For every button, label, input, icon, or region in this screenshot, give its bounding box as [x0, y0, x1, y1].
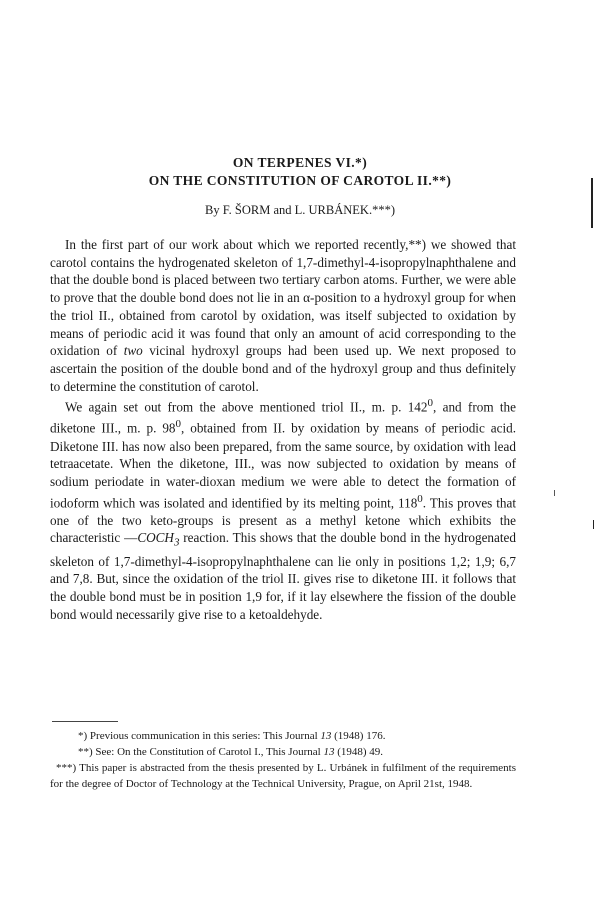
- para1-italic-two: two: [123, 343, 143, 359]
- body-paragraph-2: [50, 395, 516, 623]
- article-series-title: ON TERPENES VI.*): [232, 155, 368, 170]
- formula-subscript: 3: [173, 537, 180, 550]
- para2-text-5: reaction. This shows that the double bond in the hydrogenated skeleton of 1,7-dimethyl-4-isopropylnaphthalene can lie only in positions 1,2; 1,9; 6,7 and 7,8. But, since the oxidation of the triol II. gives rise to diketone III. it follows that the double bond must be in position 1,9 for, if it lay elsewhere the fission of the double bond would necessarily give rise to a ketoaldehyde.: [50, 530, 516, 622]
- footnote-1: [50, 728, 516, 744]
- degree-sup-3: 0: [417, 492, 423, 505]
- scan-edge-mark: [591, 178, 593, 228]
- footnote-divider: [52, 721, 118, 722]
- para1-text-b: vicinal hydroxyl groups had been used up. We next proposed to ascertain the position of the double bond and of the hydroxyl group and thus definitely to determine the constitution of carotol.: [50, 343, 516, 394]
- footnote-3: ***) This paper is abstracted from the thesis presented by L. Urbánek in fulfilment of the requirements for the degree of Doctor of Technology at the Technical University, Prague, on April 21st, 1948.: [50, 762, 516, 790]
- footnote-2: [50, 744, 516, 760]
- footnote-2-volume: 13: [323, 746, 335, 758]
- article-title: ON THE CONSTITUTION OF CAROTOL II.**): [148, 173, 452, 188]
- formula-text: COCH: [137, 530, 174, 546]
- footnotes: [50, 728, 516, 792]
- body-paragraph-1: [50, 236, 516, 395]
- article-body: [50, 236, 516, 624]
- para2-text-4: . This proves that one of the two keto-groups is present as a methyl ketone which exhibits the characteristic —: [50, 495, 517, 546]
- para2-text-3: , obtained from II. by oxidation by means of periodic acid. Diketone III. has now also been prepared, from the same source, by oxidation with lead tetraacetate. When the diketone, III., was now subjected to oxidation by means of sodium periodate in water-dioxan medium we were able to detect the formation of iodoform which was isolated and identified by its melting point, 118: [50, 420, 516, 511]
- footnote-2-text-a: **) See: On the Constitution of Carotol I., This Journal: [78, 746, 324, 758]
- author-byline: By F. ŠORM and L. URBÁNEK.***): [205, 203, 395, 217]
- footnote-2-text-b: (1948) 49.: [334, 746, 384, 758]
- footnote-1-text-b: (1948) 176.: [331, 730, 386, 742]
- para2-text-1: We again set out from the above mentioned triol II., m. p. 142: [65, 399, 428, 415]
- degree-sup-2: 0: [175, 418, 182, 431]
- degree-sup-1: 0: [427, 397, 433, 410]
- para2-text-2: , and from the diketone III., m. p. 98: [50, 399, 516, 436]
- scan-speck: [554, 490, 555, 496]
- footnote-1-volume: 13: [320, 730, 332, 742]
- footnote-1-text-a: *) Previous communication in this series: This Journal: [78, 730, 321, 742]
- scan-edge-mark-small: [593, 520, 594, 529]
- formula-coch3: [137, 530, 180, 550]
- para1-text-a: In the first part of our work about which we reported recently,**) we showed that carotol contains the hydrogenated skeleton of 1,7-dimethyl-4-isopropylnaphthalene and that the double bond is placed between two tertiary carbon atoms. Further, we were able to prove that the double bond does not lie in an α-position to a hydroxyl group for when the triol II., obtained from carotol by oxidation, was itself subjected to oxidation by means of periodic acid it was found that only an amount of acid corresponding to the oxidation of: [50, 237, 516, 359]
